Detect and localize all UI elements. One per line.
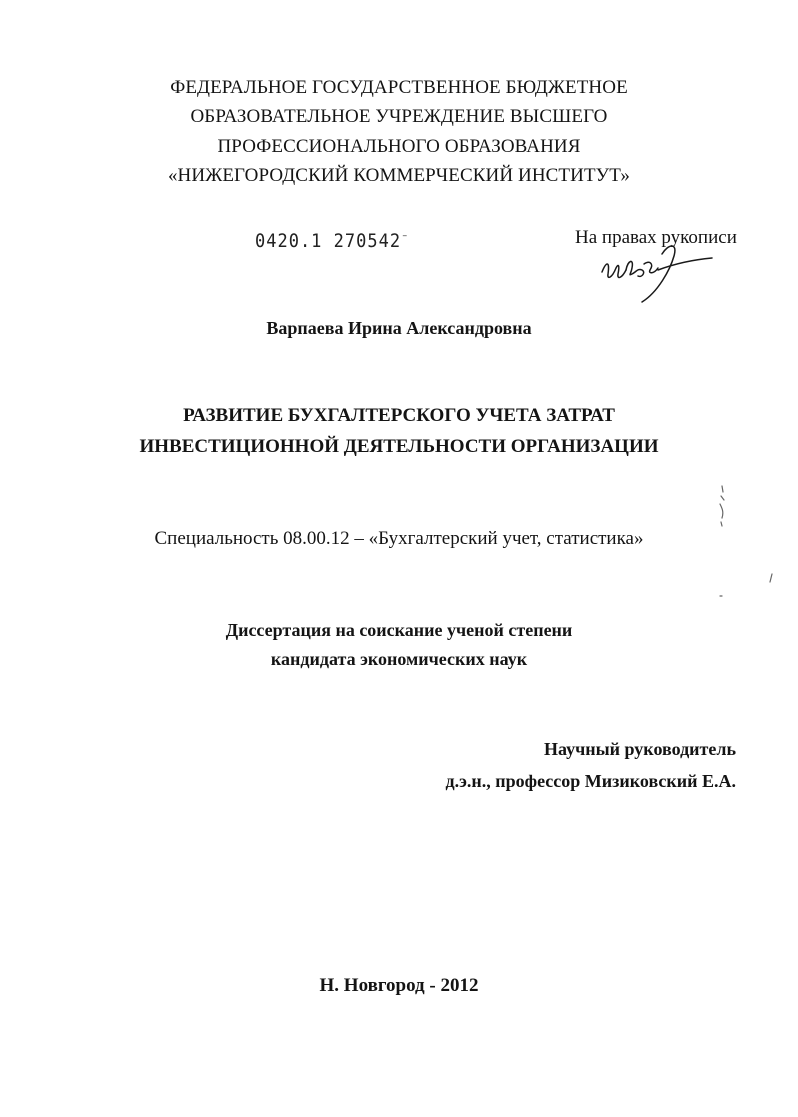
degree-line-2: кандидата экономических наук	[270, 649, 528, 669]
institution-line-1: ФЕДЕРАЛЬНОЕ ГОСУДАРСТВЕННОЕ БЮДЖЕТНОЕ	[170, 77, 628, 98]
specialty-line: Специальность 08.00.12 – «Бухгалтерский учет, статистика»	[154, 528, 644, 549]
degree-line-1: Диссертация на соискание ученой степени	[225, 620, 573, 640]
stamp-tick-mark: ⁻	[401, 230, 410, 246]
institution-line-2: ОБРАЗОВАТЕЛЬНОЕ УЧРЕЖДЕНИЕ ВЫСШЕГО	[190, 106, 608, 127]
supervisor-label: Научный руководитель	[544, 739, 736, 759]
rights-note: На правах рукописи	[575, 227, 737, 248]
institution-line-4: «НИЖЕГОРОДСКИЙ КОММЕРЧЕСКИЙ ИНСТИТУТ»	[167, 165, 631, 186]
serial-number: 0420.1 270542	[255, 230, 402, 253]
dissertation-title-line-2: ИНВЕСТИЦИОННОЙ ДЕЯТЕЛЬНОСТИ ОРГАНИЗАЦИИ	[139, 436, 659, 457]
institution-line-3: ПРОФЕССИОНАЛЬНОГО ОБРАЗОВАНИЯ	[217, 136, 581, 157]
place-year: Н. Новгород - 2012	[319, 975, 479, 996]
supervisor-name: д.э.н., профессор Мизиковский Е.А.	[445, 771, 736, 791]
dissertation-title-line-1: РАЗВИТИЕ БУХГАЛТЕРСКОГО УЧЕТА ЗАТРАТ	[183, 405, 615, 426]
author-name: Варпаева Ирина Александровна	[266, 318, 532, 338]
author-signature	[598, 234, 718, 306]
serial-number-stamp	[255, 230, 409, 252]
